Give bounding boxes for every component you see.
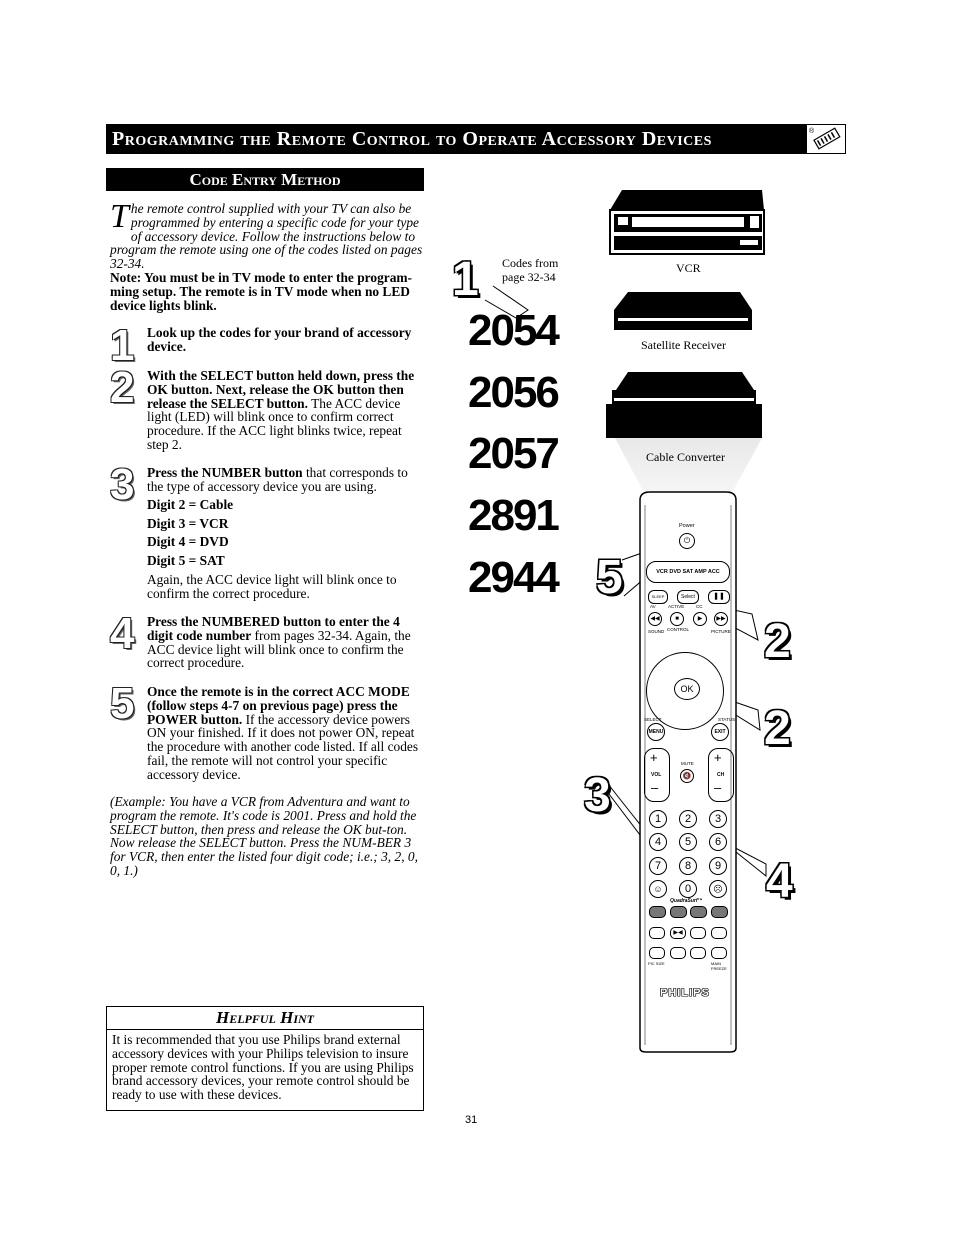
- exit-button[interactable]: EXIT: [711, 723, 729, 741]
- callout-2a: 2: [764, 615, 791, 668]
- step-5-bold: Once the remote is in the correct ACC MODE (follow steps 4-7 on previous page) press the POWER button.: [147, 684, 410, 727]
- step-3-rest: that corresponds to the type of accessory device you are using.: [147, 465, 408, 494]
- smiley-right-icon[interactable]: ☹: [709, 880, 727, 898]
- intro-note: Note: You must be in TV mode to enter the program-ming setup. The remote is in TV mode when no LED device lights blink.: [110, 269, 413, 313]
- ok-button[interactable]: OK: [674, 678, 700, 700]
- intro: [110, 198, 424, 313]
- step-number-2: 2: [110, 363, 135, 412]
- vol-label: VOL: [651, 772, 662, 778]
- sap-button[interactable]: [649, 927, 665, 939]
- code-3: 2057: [468, 429, 558, 478]
- key-2[interactable]: 2: [679, 810, 697, 828]
- pip-button-4[interactable]: [711, 947, 727, 959]
- list-button[interactable]: [690, 927, 706, 939]
- freeze-label: MAIN FREEZE: [711, 961, 727, 971]
- example: (Example: You have a VCR from Adventura and want to program the remote. It's code is 2001. Press and hold the SELECT button, then press and release the OK but-ton. Now release the SELECT button. Press the NUM-BER 3 for VCR, then enter the listed four digit code; i.e.; 3, 2, 0, 0, 1.): [110, 794, 418, 878]
- digit-sat: Digit 5 = SAT: [147, 553, 225, 568]
- hint-box: [106, 1006, 424, 1111]
- quadrasurf-button-2[interactable]: [670, 906, 687, 918]
- codes-label: Codes from page 32-34: [502, 256, 559, 284]
- mute-button[interactable]: 🔇: [680, 769, 694, 783]
- step-5: [147, 685, 425, 782]
- pic-size-label: PIC SIZE: [648, 961, 665, 966]
- key-3[interactable]: 3: [709, 810, 727, 828]
- step-5-rest: If the accessory device powers ON your finished. If it does not power ON, repeat the procedure with another code listed. If all codes fail, the remote will not control your specific accessory device.: [147, 711, 419, 782]
- cable-label: Cable Converter: [646, 450, 725, 464]
- key-4[interactable]: 4: [649, 833, 667, 851]
- power-label: Power: [679, 523, 695, 529]
- step-4: [147, 615, 425, 670]
- callout-2b: 2: [764, 702, 791, 755]
- active-label: ACTIVE: [668, 604, 685, 609]
- av-label: AV: [650, 604, 656, 609]
- play-button[interactable]: ▶: [693, 612, 707, 626]
- code-2: 2056: [468, 368, 558, 417]
- callout-4: 4: [766, 855, 793, 908]
- picture-label: PICTURE: [711, 629, 731, 634]
- key-0[interactable]: 0: [679, 880, 697, 898]
- quadrasurf-button-1[interactable]: [649, 906, 666, 918]
- step-1: [147, 326, 425, 354]
- sound-label: SOUND: [648, 629, 665, 634]
- step-4-bold: Press the NUMBERED button to enter the 4 digit code number: [147, 614, 400, 643]
- select-small-button[interactable]: Select: [677, 590, 699, 604]
- volume-down-icon: –: [651, 780, 659, 795]
- step-2-bold: With the SELECT button held down, press the OK button. Next, release the OK button then release the SELECT button.: [147, 368, 415, 411]
- quadrasurf-button-3[interactable]: [690, 906, 707, 918]
- pip-button-3[interactable]: [690, 947, 706, 959]
- section-title: Code Entry Method: [106, 168, 424, 191]
- ch-label: CH: [717, 772, 725, 778]
- mode-buttons[interactable]: VCR DVD SAT AMP ACC: [646, 561, 730, 583]
- intro-text: he remote control supplied with your TV can also be programmed by entering a specific code for your type of accessory device. Follow the instructions below to program the remote using one of the codes listed on pages 32-34.: [110, 201, 423, 272]
- remote-icon: [806, 124, 846, 154]
- callout-1: 1: [452, 253, 479, 306]
- pause-button[interactable]: ❚❚: [708, 590, 730, 604]
- mute-label: MUTE: [681, 761, 694, 766]
- smiley-left-icon[interactable]: ☺: [649, 880, 667, 898]
- key-8[interactable]: 8: [679, 857, 697, 875]
- sat-label: Satellite Receiver: [641, 338, 726, 352]
- callout-5: 5: [596, 551, 623, 604]
- digit-cable: Digit 2 = Cable: [147, 497, 234, 512]
- pip-button-2[interactable]: [670, 947, 686, 959]
- vcr-label: VCR: [676, 261, 701, 275]
- code-1: 2054: [468, 306, 558, 355]
- channel-down-icon: –: [714, 780, 722, 795]
- power-button[interactable]: ⏻: [679, 533, 695, 549]
- key-6[interactable]: 6: [709, 833, 727, 851]
- digit-dvd: Digit 4 = DVD: [147, 534, 229, 549]
- page-number: 31: [465, 1114, 478, 1126]
- select-label: SELECT: [644, 717, 662, 722]
- quadrasurf-label: QuadraSurf™: [670, 898, 703, 904]
- step-3-after: Again, the ACC device light will blink once to confirm the correct procedure.: [147, 572, 397, 601]
- cable-converter-icon: [606, 372, 762, 438]
- pip-button-1[interactable]: [649, 947, 665, 959]
- code-4: 2891: [468, 491, 558, 540]
- step-2-rest: The ACC device light (LED) will blink once to confirm correct procedure. If the ACC light blinks twice, repeat step 2.: [147, 395, 402, 452]
- step-3: [147, 466, 425, 494]
- surf-button[interactable]: [711, 927, 727, 939]
- forward-button[interactable]: ▶▶: [714, 612, 728, 626]
- step-4-rest: from pages 32-34. Again, the ACC device light will blink once to confirm the correct procedure.: [147, 627, 411, 671]
- status-label: STATUS: [718, 717, 736, 722]
- cc-label: CC: [696, 604, 703, 609]
- step-3-bold: Press the NUMBER button: [147, 465, 303, 480]
- callout-3: 3: [584, 769, 611, 822]
- skip-button[interactable]: ▶◀: [670, 927, 686, 939]
- hint-title: Helpful Hint: [107, 1007, 423, 1030]
- digit-vcr: Digit 3 = VCR: [147, 516, 229, 531]
- quadrasurf-button-4[interactable]: [711, 906, 728, 918]
- step-number-1: 1: [110, 321, 135, 370]
- step-number-4: 4: [110, 609, 135, 658]
- stop-button[interactable]: ■: [670, 612, 684, 626]
- page-title: Programming the Remote Control to Operate Accessory Devices: [106, 124, 846, 154]
- key-7[interactable]: 7: [649, 857, 667, 875]
- step-2: [147, 369, 425, 452]
- channel-up-icon: +: [714, 750, 722, 765]
- svg-text:®: ®: [809, 128, 815, 135]
- menu-button[interactable]: MENU: [647, 723, 665, 741]
- volume-up-icon: +: [650, 750, 658, 765]
- control-label: CONTROL: [667, 627, 690, 632]
- hint-text: It is recommended that you use Philips brand external accessory devices with your Philips television to insure proper remote control functions. If you are using Philips brand accessory devices, your remote control should be ready to use with these devices.: [112, 1032, 414, 1103]
- satellite-receiver-icon: [614, 292, 752, 330]
- key-9[interactable]: 9: [709, 857, 727, 875]
- step-number-3: 3: [110, 460, 135, 509]
- philips-logo: PHILIPS: [660, 987, 710, 999]
- code-5: 2944: [468, 553, 558, 602]
- key-1[interactable]: 1: [649, 810, 667, 828]
- key-5[interactable]: 5: [679, 833, 697, 851]
- vcr-icon: [610, 190, 764, 254]
- sleep-button[interactable]: SLEEP: [648, 590, 668, 604]
- rewind-button[interactable]: ◀◀: [648, 612, 662, 626]
- light-beam: [615, 438, 762, 500]
- dropcap: T: [110, 198, 129, 235]
- step-number-5: 5: [110, 679, 135, 728]
- step-1-bold: Look up the codes for your brand of accessory device.: [147, 325, 412, 354]
